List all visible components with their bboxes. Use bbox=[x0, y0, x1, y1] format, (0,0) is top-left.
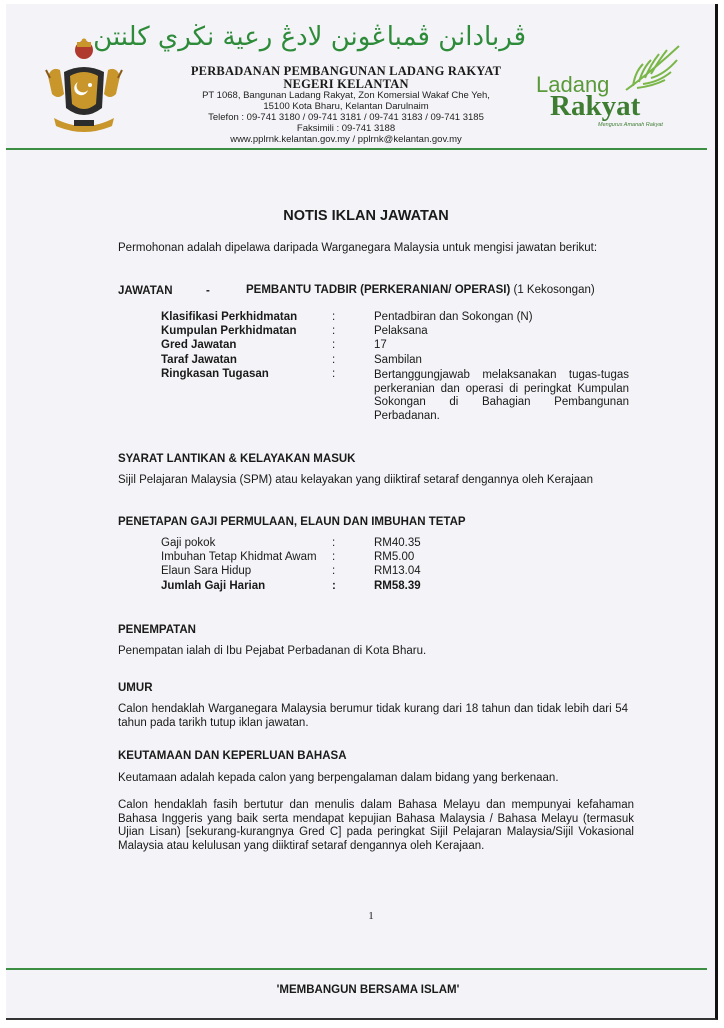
header-divider bbox=[6, 148, 707, 150]
detail-separator: : bbox=[332, 368, 336, 380]
intro-text: Permohonan adalah dipelawa daripada Warganegara Malaysia untuk mengisi jawatan berikut: bbox=[118, 242, 598, 254]
salary-total-label: Jumlah Gaji Harian bbox=[161, 580, 266, 592]
salary-separator: : bbox=[332, 565, 336, 577]
page-number: 1 bbox=[368, 910, 374, 922]
palm-leaf-icon bbox=[621, 42, 681, 92]
notice-title: NOTIS IKLAN JAWATAN bbox=[283, 208, 449, 224]
detail-label: Ringkasan Tugasan bbox=[161, 368, 269, 380]
detail-separator: : bbox=[332, 311, 336, 323]
address-line2: 15100 Kota Bharu, Kelantan Darulnaim bbox=[263, 101, 429, 112]
section-title-age: UMUR bbox=[118, 682, 153, 694]
section-title-placement: PENEMPATAN bbox=[118, 624, 196, 636]
salary-value: RM40.35 bbox=[374, 537, 421, 549]
detail-value: Sambilan bbox=[374, 354, 422, 366]
ladang-rakyat-logo bbox=[536, 42, 686, 132]
detail-label: Taraf Jawatan bbox=[161, 354, 237, 366]
detail-separator: : bbox=[332, 325, 336, 337]
fax-number: Faksimili : 09-741 3188 bbox=[296, 123, 396, 134]
organisation-name-line1: PERBADANAN PEMBANGUNAN LADANG RAKYAT bbox=[190, 64, 502, 78]
website-email: www.pplrnk.kelantan.gov.my / pplrnk@kelantan.gov.my bbox=[230, 134, 462, 145]
organisation-name-jawi: ڤربادانن ڤمباڠونن لادڠ رعية نڬري كلنتن bbox=[93, 22, 526, 52]
position-name: PEMBANTU TADBIR (PERKERANIAN/ OPERASI) bbox=[246, 284, 511, 296]
detail-value: 17 bbox=[374, 339, 387, 351]
salary-value: RM13.04 bbox=[374, 565, 421, 577]
detail-label: Gred Jawatan bbox=[161, 339, 237, 351]
language-requirement-text: Calon hendaklah fasih bertutur dan menulis dalam Bahasa Melayu dan mempunyai kefahaman Bahasa Inggeris yang baik serta mendapat kepujian Bahasa Malaysia / Bahasa Melayu (termasuk Ujian Lisan) [sekurang-kurangnya Gred C] pada peringkat Sijil Pelajaran Malaysia/Sijil Vokasional Malaysia atau kelulusan yang diiktiraf setaraf dengannya oleh Kerajaan. bbox=[118, 799, 634, 852]
salary-label: Gaji pokok bbox=[161, 537, 216, 549]
logo-word-ladang: Ladang bbox=[536, 72, 610, 97]
detail-label: Kumpulan Perkhidmatan bbox=[161, 325, 297, 337]
placement-text: Penempatan ialah di Ibu Pejabat Perbadanan di Kota Bharu. bbox=[118, 645, 427, 657]
job-summary-text: Bertanggungjawab melaksanakan tugas-tugas perkeranian dan operasi di peringkat Kumpulan Sokongan di Bahagian Pembangunan Perbadanan. bbox=[374, 369, 629, 422]
salary-separator: : bbox=[332, 551, 336, 563]
detail-value: Pelaksana bbox=[374, 325, 428, 337]
vacancy-count: (1 Kekosongan) bbox=[513, 284, 595, 296]
section-title-salary: PENETAPAN GAJI PERMULAAN, ELAUN DAN IMBUHAN TETAP bbox=[118, 516, 466, 528]
salary-separator: : bbox=[332, 537, 336, 549]
salary-value: RM5.00 bbox=[374, 551, 415, 563]
detail-separator: : bbox=[332, 354, 336, 366]
section-title-requirements: SYARAT LANTIKAN & KELAYAKAN MASUK bbox=[118, 453, 356, 465]
age-text: Calon hendaklah Warganegara Malaysia berumur tidak kurang dari 18 tahun dan tidak lebih dari 54 tahun pada tarikh tutup iklan jawatan. bbox=[118, 703, 628, 729]
footer-motto: 'MEMBANGUN BERSAMA ISLAM' bbox=[276, 984, 460, 996]
detail-value: Pentadbiran dan Sokongan (N) bbox=[374, 311, 533, 323]
position-label: JAWATAN bbox=[118, 285, 173, 297]
requirements-text: Sijil Pelajaran Malaysia (SPM) atau kelayakan yang diiktiraf setaraf dengannya oleh Kerajaan bbox=[118, 474, 593, 486]
footer-divider bbox=[6, 968, 707, 970]
address-line1: PT 1068, Bangunan Ladang Rakyat, Zon Komersial Wakaf Che Yeh, bbox=[202, 90, 490, 101]
detail-label: Klasifikasi Perkhidmatan bbox=[161, 311, 298, 323]
position-dash: - bbox=[206, 285, 210, 297]
language-priority-text: Keutamaan adalah kepada calon yang berpengalaman dalam bidang yang berkenaan. bbox=[118, 772, 559, 784]
section-title-language: KEUTAMAAN DAN KEPERLUAN BAHASA bbox=[118, 750, 347, 762]
salary-total-value: RM58.39 bbox=[374, 580, 421, 592]
document-page bbox=[6, 4, 718, 1020]
detail-separator: : bbox=[332, 339, 336, 351]
logo-tagline: Mengurus Amanah Rakyat bbox=[598, 122, 663, 128]
phone-numbers: Telefon : 09-741 3180 / 09-741 3181 / 09-741 3183 / 09-741 3185 bbox=[208, 112, 484, 123]
position-title bbox=[246, 284, 595, 297]
logo-word-rakyat: Rakyat bbox=[550, 90, 641, 122]
organisation-name-line2: NEGERI KELANTAN bbox=[283, 77, 409, 91]
kelantan-crest-emblem bbox=[44, 38, 124, 138]
salary-label: Imbuhan Tetap Khidmat Awam bbox=[161, 551, 317, 563]
salary-separator: : bbox=[332, 580, 336, 592]
salary-label: Elaun Sara Hidup bbox=[161, 565, 252, 577]
